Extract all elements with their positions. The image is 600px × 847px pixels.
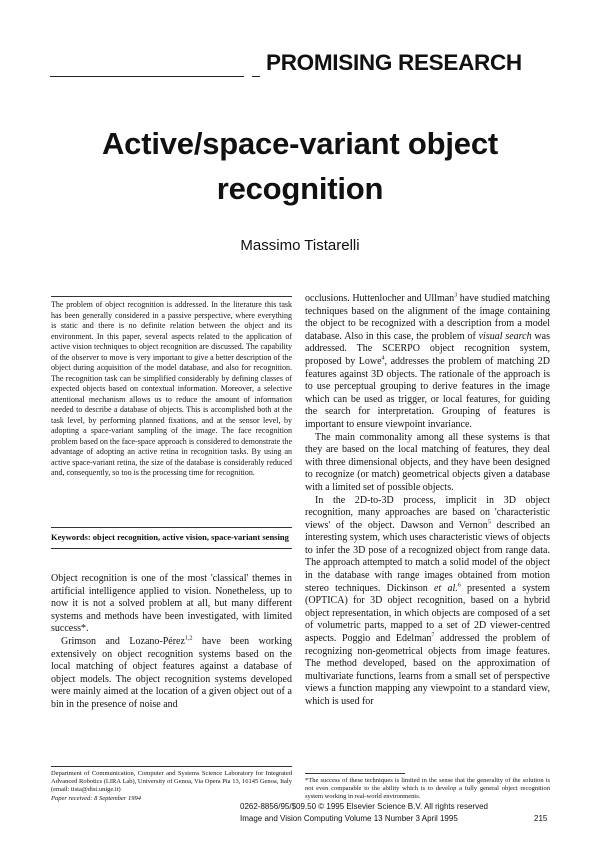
journal-info: Image and Vision Computing Volume 13 Number 3 April 1995 [240,814,458,823]
header-rule [50,76,244,77]
paragraph [305,432,550,495]
right-column-body [305,293,550,709]
keywords-rule-top [51,527,292,528]
paragraph-text: The main commonality among all these systems is that they are based on the local matching of features, they deal with three dimensional objects, and they have been designed to recognize (or match) geometrical objects given a database with a limited set of possible objects. [305,431,550,493]
citation-ref: 4 [381,355,385,362]
paragraph [305,495,550,709]
affiliation: Department of Communication, Computer and Systems Science Laboratory for Integrated Advanced Robotics (LIRA Lab), University of Genoa, Via Opera Pia 13, 16145 Genoa, Italy (email: tista@dist.unige.it) [51,770,292,794]
affiliation-rule [51,766,292,767]
paragraph-text: Object recognition is one of the most 'classical' themes in artificial intelligence applied to vision. Nonetheless, up to now it is not a solved problem at all, but many different systems and methods have been investigated, with limited success*. [51,573,292,635]
paragraph [51,573,292,636]
footnote-rule [305,773,405,774]
affiliation-block [51,770,292,803]
paragraph-text: , addresses the problem of matching 2D features against 3D objects. The rationale of the approach is to use perceptual grouping to derive features in the image which can be used as trigger, or local features, for guiding the search for interpretation. Grouping of features is important to ensure viewpoint invariance. [305,355,550,430]
citation-ref: 6 [457,582,461,589]
article-title: Active/space-variant object recognition [101,126,499,206]
paragraph-text: Grimson and Lozano-Pérez [61,635,185,647]
paragraph-text: occlusions. Huttenlocher and Ullman [305,293,455,304]
left-column-body [51,573,292,712]
paragraph-text: have studied matching techniques based on the alignment of the image containing the object to be recognized with a description from a model database. Also in this case, the problem of [305,293,550,342]
abstract-rule-top [51,296,292,297]
received-date: Paper received: 8 September 1994 [51,794,142,802]
paragraph-text: presented a system (OPTICA) for 3D object recognition, based on a hybrid object representation, in which objects are composed of a set of volumetric parts, mapped to a set of 2D viewer-centred aspects. Poggio and Edelman [305,582,550,645]
paragraph-text: addressed the problem of recognizing non-geometrical objects from image features. The method developed, based on the approximation of multivariate functions, learns from a small set of perspective views a function mapping any viewpoint to a standard view, which is used for [305,633,550,707]
page-number: 215 [534,814,548,823]
article-author: Massimo Tistarelli [240,237,360,254]
citation-ref: 1,2 [184,635,193,642]
citation-ref: 5 [487,519,491,526]
paragraph-text: have been working extensively on object recognition systems based on the local matching of object features against a database of object models. The object recognition systems developed were mainly aimed at the location of a given object out of a bin in the presence of noise and [51,635,292,710]
paragraph-text: described an interesting system, which uses characteristic views of objects to infer the 3D pose of a recognized object from range data. The approach attempted to match a solid model of the object in the database with range images obtained from motion stereo techniques. Dickinson [305,519,550,594]
copyright-line: 0262-8856/95/$09.50 © 1995 Elsevier Science B.V. All rights reserved [240,802,488,811]
paragraph [51,636,292,712]
citation-ref: 7 [431,632,435,639]
keywords-rule-bottom [51,548,292,549]
citation-ref: 3 [454,292,458,299]
header-rule-dash [252,76,260,77]
section-heading: PROMISING RESEARCH [266,50,522,75]
emphasis-text: visual search [478,330,532,342]
emphasis-text: et al. [433,582,458,594]
paragraph [305,293,550,432]
paragraph-text: In the 2D-to-3D process, implicit in 3D object recognition, many approaches are based on 'characteristic views' of the object. Dawson and Vernon [305,494,550,531]
keywords: Keywords: object recognition, active vision, space-variant sensing [51,532,289,542]
footnote: *The success of these techniques is limited in the sense that the generality of the solution is not even comparable to the ability which is to develop a fully general object recognition system working in real-world environments. [305,777,550,801]
abstract: The problem of object recognition is addressed. In the literature this task has been generally considered in a passive perspective, where everything is static and there is no definite relation between the object and its environment. In this paper, several aspects related to the application of active vision techniques to object recognition are discussed. The capability of the observer to move is very important to give a better description of the object during acquisition of the model database, and also for recognition. The recognition task can be simplified considerably by defining classes of expected objects based on contextual information. Moreover, a selective attentional mechanism allows us to reduce the amount of information needed to describe a database of objects. This is accomplished both at the task level, by performing planned fixations, and at the sensor level, by adopting a space-variant sampling of the image. The face recognition problem based on the face-space approach is considered to demonstrate the advantage of adopting an active retina in recognition tasks. By using an active space-variant retina, the size of the database is considerably reduced and, consequently, so too is the processing time for recognition. [51,300,292,477]
paragraph-text: was addressed. The SCERPO object recognition system, proposed by Lowe [305,330,550,367]
